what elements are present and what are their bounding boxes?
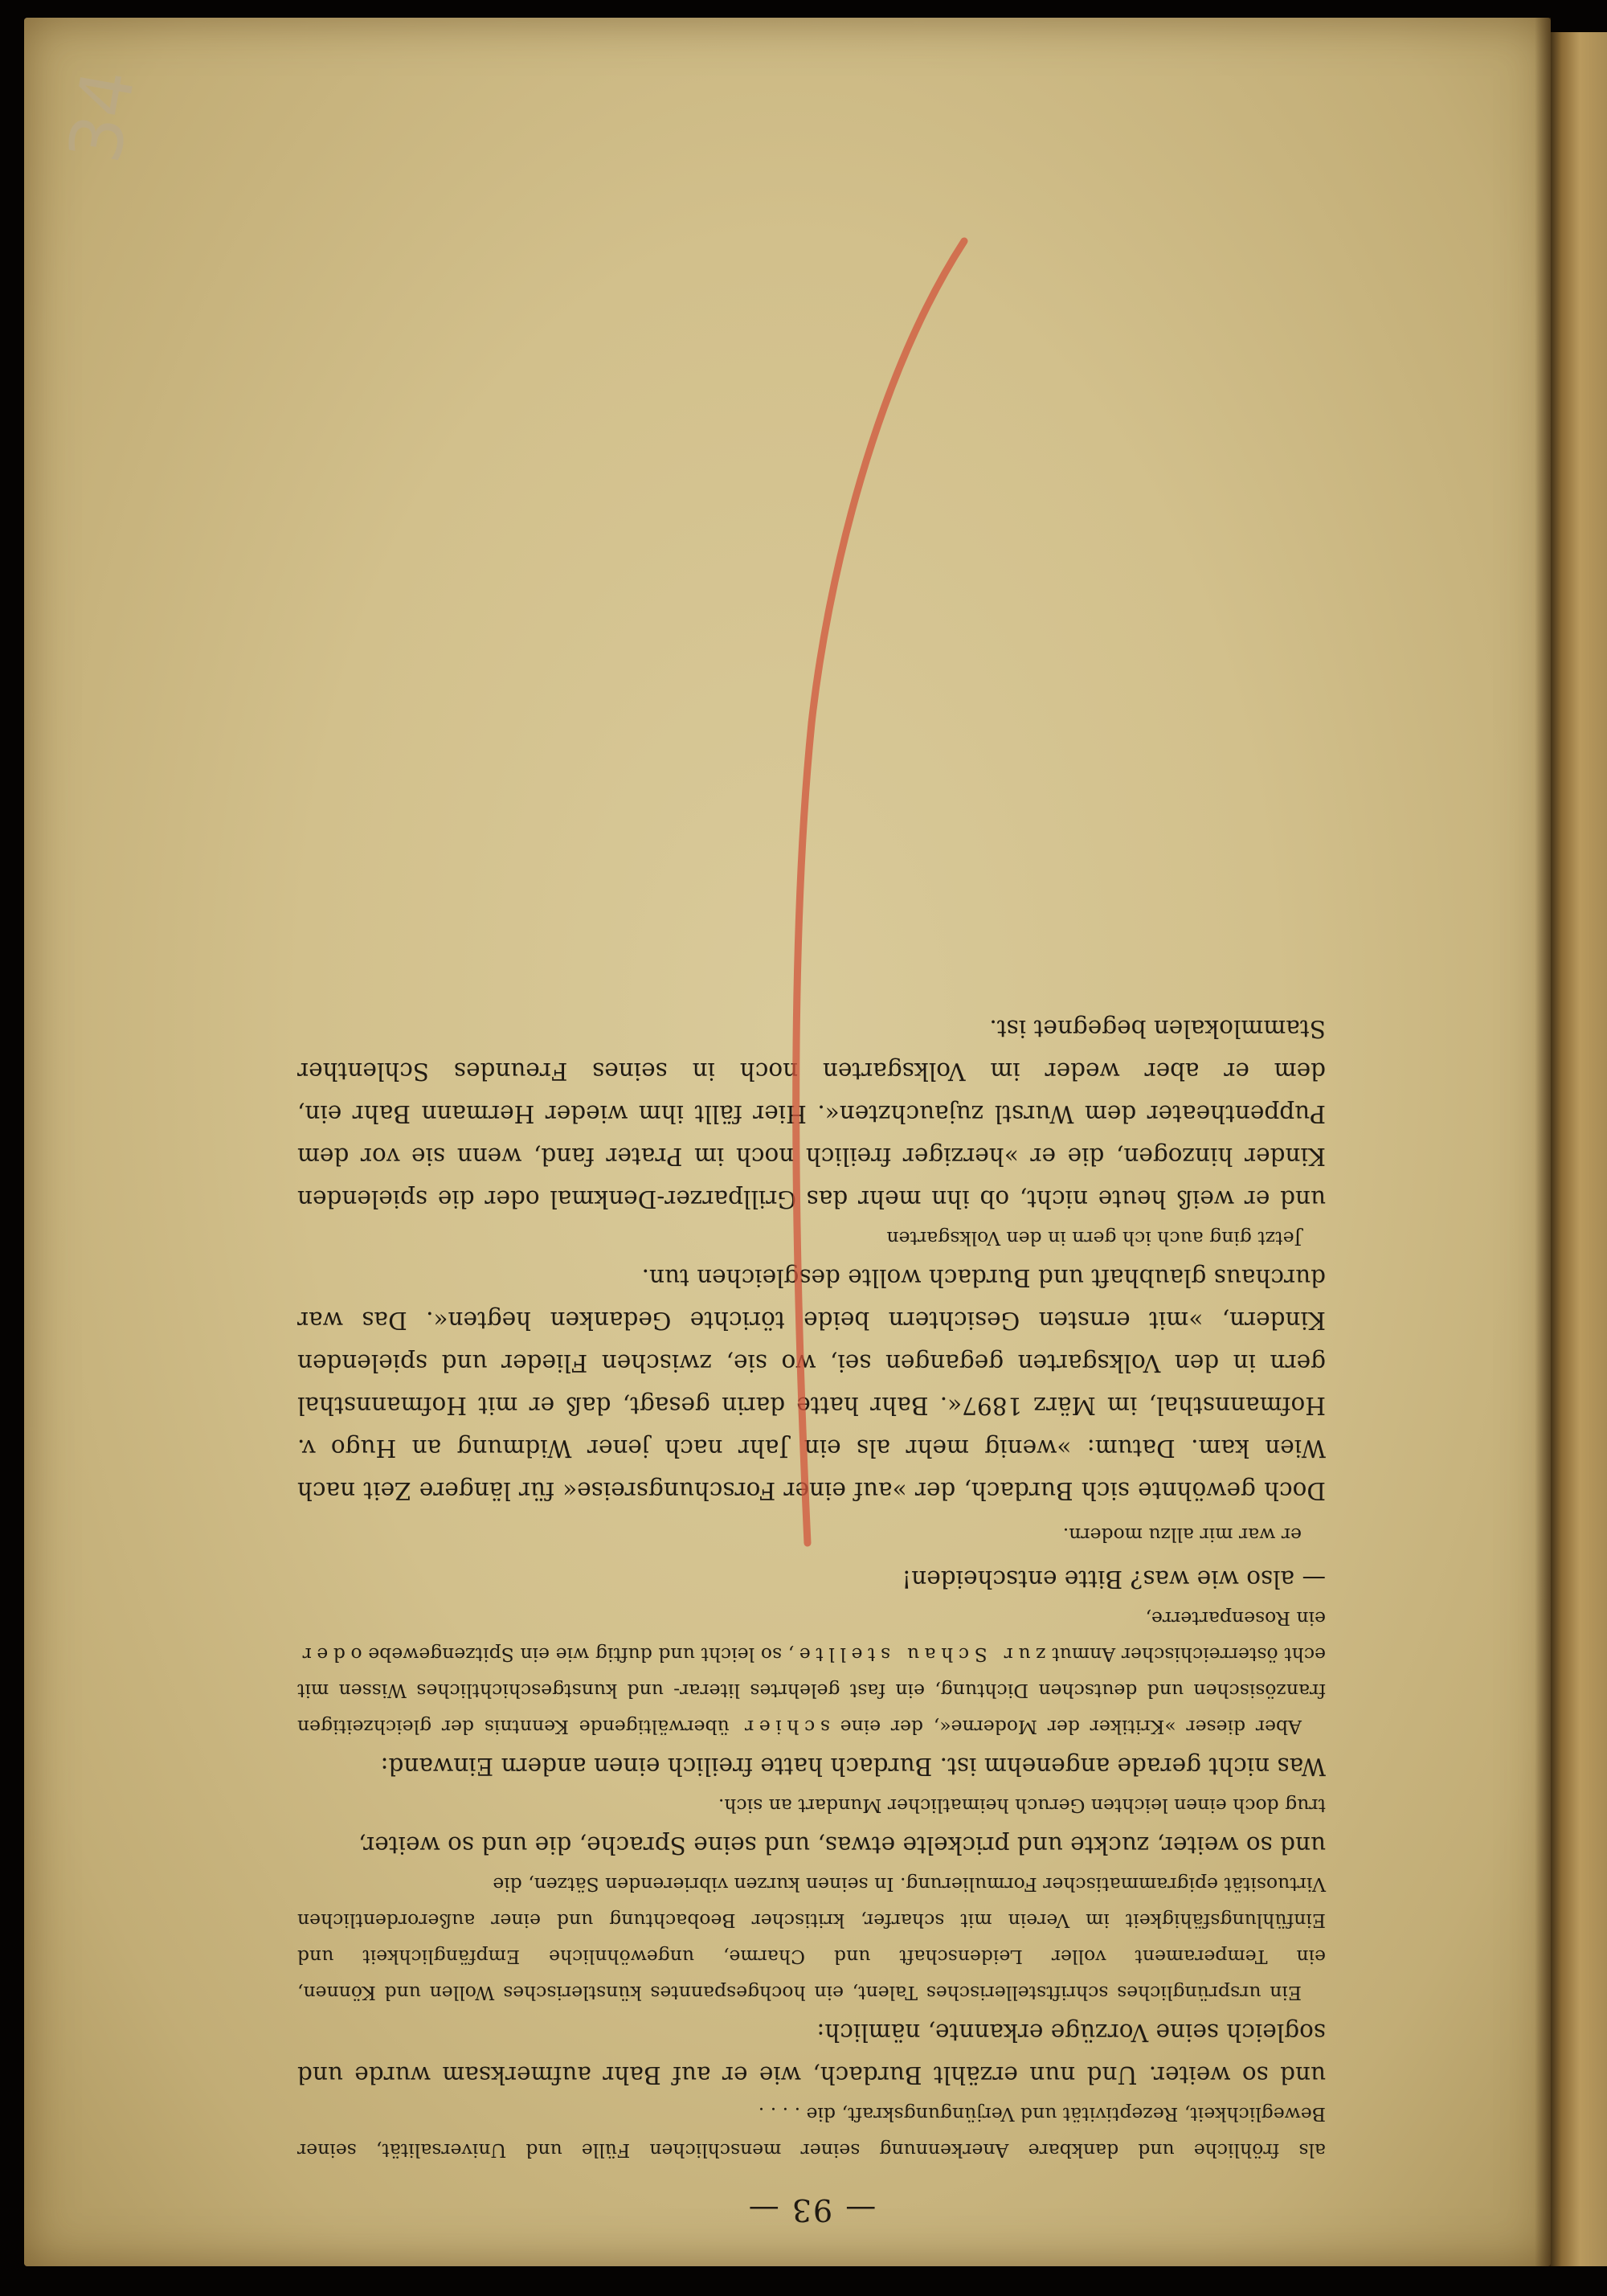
spaced-emphasis: oder	[297, 1643, 362, 1666]
spaced-emphasis: schier	[739, 1716, 830, 1738]
quote-paragraph: Jetzt ging auch ich gern in den Volksgarten	[886, 1227, 1302, 1250]
spaced-emphasis: zur Schau stellte	[794, 1643, 1046, 1666]
body-paragraph: — also wie was? Bitte entscheiden!	[902, 1565, 1326, 1593]
quote-text: ein Rosenparterre,	[1145, 1607, 1326, 1630]
quote-paragraph: er war mir allzu modern.	[1062, 1524, 1302, 1546]
body-paragraph: und so weiter. Und nun erzählt Burdach, wie er auf Bahr aufmerksam wurde und sogleich seine Vorzüge erkannte, nämlich:	[297, 2019, 1326, 2089]
quote-text: überwältigende Kenntnis der gleichzeitigen französischen und deutschen Dichtung, ein fast gelehrtes literar- und kunstgeschichtliches Wissen mit echt österreichischer Anmut	[297, 1643, 1326, 1738]
body-paragraph: Doch gewöhnte sich Burdach, der »auf einer Forschungsreise« für längere Zeit nach Wien kam. Datum: »wenig mehr als ein Jahr nach jener Widmung an Hugo v. Hofmannsthal, im März 1897«. Bahr hatte darin gesagt, daß er mit Hofmannsthal gern in den Volksgarten gegangen sei, wo sie, zwischen Flieder und spielenden Kindern, »mit ernsten Gesichtern beide törichte Gedanken hegten«. Das war durchaus glaubhaft und Burdach wollte desgleichen tun.	[297, 1264, 1326, 1504]
quote-text: , so leicht und duftig wie ein Spitzengewebe	[362, 1643, 795, 1666]
quote-paragraph: als fröhliche und dankbare Anerkennung seiner menschlichen Fülle und Universalität, seiner Beweglichkeit, Rezeptivität und Verjüngungskraft, die . . . .	[297, 2103, 1326, 2162]
body-paragraph: und er weiß heute nicht, ob ihn mehr das Grillparzer-Denkmal oder die spielenden Kinder hinzogen, die er »herziger freilich noch im Prater fand, wenn sie vor dem Puppentheater dem Wurstl zujauchzten«. Hier fällt ihm wieder Hermann Bahr ein, dem er aber weder im Volksgarten noch in seines Freundes Schlenther Stammlokalen begegnet ist.	[297, 1015, 1326, 1213]
quote-paragraph: Ein ursprüngliches schriftstellerisches Talent, ein hochgespanntes künstlerisches Wollen und Können, ein Temperament voller Leidenschaft und Charme, ungewöhnliche Empfänglichkeit und Einfühlungsfähigkeit im Verein mit scharfer, kritischer Beobachtung und einer außerordentlichen Virtuosität epigrammatischer Formulierung. In seinen kurzen vibrierenden Sätzen, die	[297, 1873, 1326, 2004]
body-paragraph: und so weiter, zuckte und prickelte etwas, und seine Sprache, die und so weiter,	[358, 1831, 1326, 1859]
page-number: — 93 —	[746, 2192, 877, 2228]
body-paragraph: Was nicht gerade angenehm ist. Burdach hatte freilich einen andern Einwand:	[380, 1753, 1326, 1780]
pencil-annotation: 34	[52, 63, 152, 170]
quote-text: Aber dieser »Kritiker der Moderne«, der eine	[829, 1716, 1302, 1738]
quote-paragraph: trug doch einen leichten Geruch heimatlicher Mundart an sich.	[718, 1795, 1326, 1817]
